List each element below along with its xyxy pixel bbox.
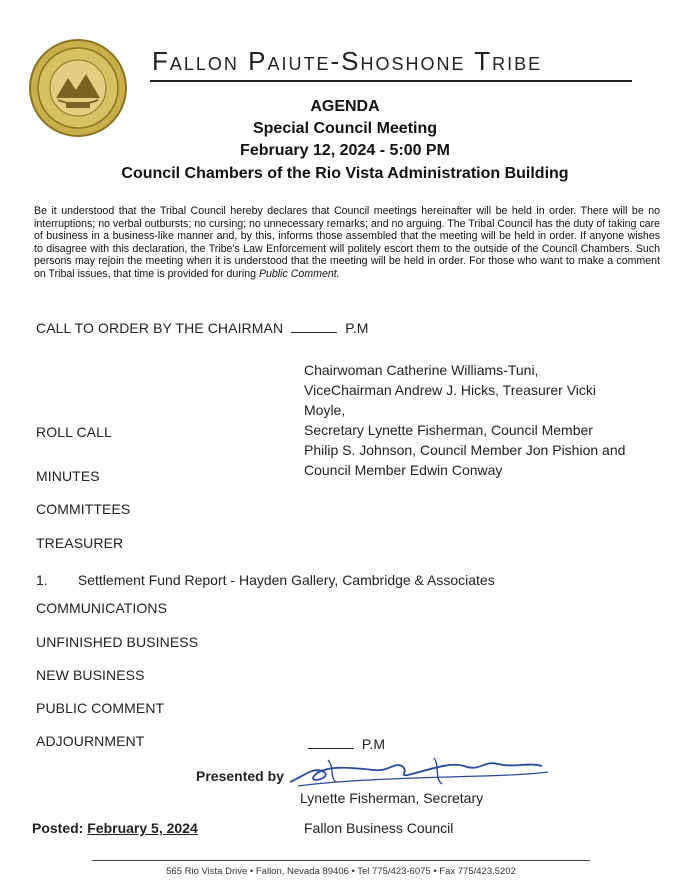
agenda-item-committees: COMMITTEES (36, 501, 131, 517)
roll-call-line: ViceChairman Andrew J. Hicks, Treasurer Vicki (304, 382, 597, 398)
meeting-type: Special Council Meeting (252, 120, 438, 137)
roll-call-line: Moyle, (304, 402, 346, 418)
agenda-heading: AGENDA (310, 98, 380, 115)
meeting-location: Council Chambers of the Rio Vista Administration Building (121, 165, 569, 182)
adjournment-suffix: P.M (361, 736, 385, 752)
handwritten-signature (284, 752, 554, 792)
agenda-item-call-to-order (36, 320, 369, 336)
call-to-order-suffix: P.M (345, 320, 369, 336)
order-declaration (34, 205, 660, 281)
posted-label: Posted: (32, 820, 84, 836)
subitem-number: 1. (36, 572, 48, 588)
subitem-text: Settlement Fund Report - Hayden Gallery, Cambridge & Associates (77, 572, 495, 588)
agenda-item-roll-call: ROLL CALL (36, 424, 112, 440)
roll-call-line: Chairwoman Catherine Williams-Tuni, (304, 362, 539, 378)
posted-line (32, 820, 198, 836)
roll-call-line: Philip S. Johnson, Council Member Jon Pishion and (304, 442, 626, 458)
roll-call-line: Secretary Lynette Fisherman, Council Member (304, 422, 593, 438)
agenda-item-new-business: NEW BUSINESS (36, 667, 145, 683)
agenda-item-treasurer: TREASURER (36, 535, 124, 551)
posted-date: February 5, 2024 (87, 820, 198, 836)
roll-call-names (304, 360, 660, 480)
presented-by-label: Presented by (196, 768, 284, 784)
org-name: Fallon Paiute-Shoshone Tribe (152, 46, 543, 76)
agenda-item-public-comment: PUBLIC COMMENT (36, 700, 165, 716)
signer-organization: Fallon Business Council (304, 820, 454, 836)
meeting-date-time: February 12, 2024 - 5:00 PM (240, 142, 450, 159)
roll-call-line: Council Member Edwin Conway (304, 462, 503, 478)
signer-name: Lynette Fisherman, Secretary (300, 790, 484, 806)
call-to-order-label: CALL TO ORDER BY THE CHAIRMAN (36, 320, 284, 336)
header-divider (150, 80, 632, 82)
agenda-item-adjournment: ADJOURNMENT (36, 733, 145, 749)
agenda-item-minutes: MINUTES (36, 468, 100, 484)
adjournment-time (304, 736, 385, 752)
declaration-text: Be it understood that the Tribal Council hereby declares that Council meetings hereinafter will be held in order. There will be no interruptions; no verbal outbursts; no cursing; no unnecessary remarks; and no arguing. The Tribal Council has the duty of taking care of business in a business-like manner and, by this, informs those assembled that the meeting will be held in order. If anyone wishes to disagree with this declaration, the Tribe's Law Enforcement will politely escort them to the outside of the Council Chambers. Such persons may rejoin the meeting when it is understood that the meeting will be held in order. For those who want to make a comment on Tribal issues, that time is provided for during (34, 205, 660, 280)
agenda-item-unfinished-business: UNFINISHED BUSINESS (36, 634, 199, 650)
footer-address: 565 Rio Vista Drive • Fallon, Nevada 89406 • Tel 775/423-6075 • Fax 775/423.5202 (166, 866, 516, 877)
agenda-item-communications: COMMUNICATIONS (36, 600, 168, 616)
declaration-emphasis: Public Comment. (258, 267, 340, 280)
footer-divider (92, 860, 590, 861)
time-blank (291, 320, 337, 333)
agenda-title-block (60, 96, 630, 186)
time-blank (308, 736, 354, 749)
treasurer-subitem (36, 572, 495, 588)
